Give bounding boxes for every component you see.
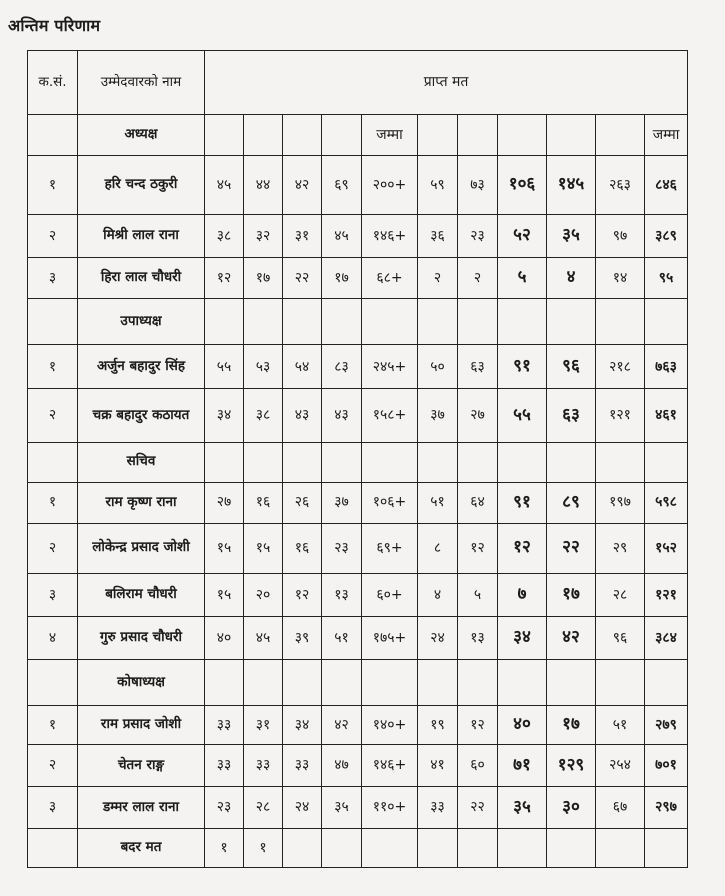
vote-cell: २४५+ — [362, 345, 418, 389]
vote-cell: २ — [418, 258, 458, 299]
candidate-row — [28, 155, 688, 214]
vote-cell: १ — [205, 828, 244, 867]
empty-cell — [283, 299, 322, 345]
vote-cell: ५ — [498, 258, 547, 299]
results-table — [27, 50, 688, 868]
empty-cell — [596, 299, 645, 345]
vote-cell: ७३ — [458, 155, 498, 214]
section-row — [28, 114, 688, 155]
vote-total: ३८४ — [645, 616, 688, 659]
empty-cell — [418, 659, 458, 705]
empty-cell — [244, 659, 283, 705]
row-sn: १ — [28, 345, 78, 389]
candidate-name: बलिराम चौधरी — [78, 573, 205, 616]
vote-cell: ३६ — [418, 215, 458, 258]
vote-cell: १२ — [458, 705, 498, 744]
vote-cell: २८ — [596, 573, 645, 616]
vote-cell: ३३ — [418, 786, 458, 828]
vote-cell: ३५ — [547, 215, 596, 258]
vote-cell: ३४ — [498, 616, 547, 659]
vote-cell: ३७ — [418, 389, 458, 442]
vote-cell: १२९ — [547, 744, 596, 786]
vote-total: ९५ — [645, 258, 688, 299]
empty-cell — [596, 114, 645, 155]
candidate-row — [28, 345, 688, 389]
empty-cell — [498, 299, 547, 345]
empty-cell — [498, 114, 547, 155]
vote-cell: ४५ — [205, 155, 244, 214]
vote-cell: २४ — [283, 786, 322, 828]
vote-cell: ४७ — [322, 744, 362, 786]
empty-cell — [322, 659, 362, 705]
empty-cell — [283, 114, 322, 155]
vote-total: ५९८ — [645, 482, 688, 523]
vote-cell: ४४ — [244, 155, 283, 214]
empty-cell — [498, 659, 547, 705]
section-row — [28, 442, 688, 482]
empty-cell — [418, 299, 458, 345]
vote-cell: ९१ — [498, 482, 547, 523]
vote-cell: ३४ — [283, 705, 322, 744]
vote-cell: ९६ — [547, 345, 596, 389]
vote-cell — [596, 828, 645, 867]
row-sn: १ — [28, 155, 78, 214]
empty-cell — [547, 299, 596, 345]
vote-cell: ३१ — [283, 215, 322, 258]
empty-cell — [547, 442, 596, 482]
vote-cell: ४३ — [283, 389, 322, 442]
vote-cell: ३५ — [498, 786, 547, 828]
vote-cell: २००+ — [362, 155, 418, 214]
empty-cell — [244, 442, 283, 482]
candidate-name: राम कृष्ण राना — [78, 482, 205, 523]
vote-cell: ३१ — [244, 705, 283, 744]
vote-cell: ४१ — [418, 744, 458, 786]
candidate-row — [28, 389, 688, 442]
vote-cell: ३७ — [322, 482, 362, 523]
empty-cell — [458, 114, 498, 155]
section-label: उपाध्यक्ष — [78, 299, 205, 345]
vote-cell: ३४ — [205, 389, 244, 442]
vote-cell: २७ — [205, 482, 244, 523]
vote-cell: ६८+ — [362, 258, 418, 299]
candidate-name: चक्र बहादुर कठायत — [78, 389, 205, 442]
empty-cell — [244, 299, 283, 345]
vote-cell: १५ — [244, 523, 283, 573]
section-label: सचिव — [78, 442, 205, 482]
section-row — [28, 299, 688, 345]
candidate-name: डम्मर लाल राना — [78, 786, 205, 828]
vote-cell: १४६+ — [362, 215, 418, 258]
vote-cell: ९१ — [498, 345, 547, 389]
candidate-row — [28, 705, 688, 744]
vote-cell: ५४ — [283, 345, 322, 389]
vote-total: ४६१ — [645, 389, 688, 442]
candidate-name: गुरु प्रसाद चौधरी — [78, 616, 205, 659]
empty-cell — [547, 659, 596, 705]
empty-cell — [418, 114, 458, 155]
vote-cell: १२१ — [596, 389, 645, 442]
vote-cell — [458, 828, 498, 867]
vote-cell: २ — [458, 258, 498, 299]
empty-cell — [418, 442, 458, 482]
vote-cell: १६ — [244, 482, 283, 523]
vote-cell: ४२ — [322, 705, 362, 744]
vote-total: ७६३ — [645, 345, 688, 389]
empty-cell — [205, 114, 244, 155]
candidate-name: चेतन राङ्ग — [78, 744, 205, 786]
header-name: उम्मेदवारको नाम — [78, 51, 205, 115]
row-sn: ३ — [28, 786, 78, 828]
vote-cell: १५ — [205, 523, 244, 573]
vote-cell: ५ — [458, 573, 498, 616]
vote-cell: २८ — [244, 786, 283, 828]
vote-cell: ६७ — [596, 786, 645, 828]
empty-cell — [283, 442, 322, 482]
vote-cell — [498, 828, 547, 867]
section-row — [28, 659, 688, 705]
candidate-row — [28, 523, 688, 573]
vote-cell — [322, 828, 362, 867]
empty-cell — [205, 299, 244, 345]
vote-cell: ३३ — [205, 705, 244, 744]
vote-cell — [418, 828, 458, 867]
vote-cell: २७ — [458, 389, 498, 442]
vote-cell: २३ — [205, 786, 244, 828]
vote-cell: ४५ — [322, 215, 362, 258]
vote-cell: १२ — [283, 573, 322, 616]
empty-cell — [244, 114, 283, 155]
vote-total: १२१ — [645, 573, 688, 616]
vote-cell — [645, 828, 688, 867]
invalid-votes-row — [28, 828, 688, 867]
page-title: अन्तिम परिणाम — [8, 16, 101, 35]
vote-cell: २३ — [322, 523, 362, 573]
vote-cell: १२ — [205, 258, 244, 299]
vote-cell: १०६+ — [362, 482, 418, 523]
empty-cell — [547, 114, 596, 155]
row-sn: १ — [28, 705, 78, 744]
vote-cell — [283, 828, 322, 867]
empty-cell — [458, 659, 498, 705]
vote-total: ८४६ — [645, 155, 688, 214]
vote-cell: ३५ — [322, 786, 362, 828]
section-label: कोषाध्यक्ष — [78, 659, 205, 705]
vote-cell: ६० — [458, 744, 498, 786]
empty-cell — [498, 442, 547, 482]
vote-cell: ८३ — [322, 345, 362, 389]
candidate-name: लोकेन्द्र प्रसाद जोशी — [78, 523, 205, 573]
vote-cell: ४ — [547, 258, 596, 299]
empty-cell — [645, 659, 688, 705]
vote-cell: १६ — [283, 523, 322, 573]
vote-cell: ४२ — [283, 155, 322, 214]
candidate-row — [28, 616, 688, 659]
vote-cell: १ — [244, 828, 283, 867]
vote-cell: ५१ — [596, 705, 645, 744]
section-sn-cell — [28, 114, 78, 155]
vote-cell: २६३ — [596, 155, 645, 214]
row-sn: २ — [28, 744, 78, 786]
row-sn: १ — [28, 482, 78, 523]
vote-cell: १५ — [205, 573, 244, 616]
invalid-label: बदर मत — [78, 828, 205, 867]
vote-cell: १९ — [418, 705, 458, 744]
header-votes: प्राप्त मत — [205, 51, 688, 115]
vote-cell: १७५+ — [362, 616, 418, 659]
vote-cell: ६९+ — [362, 523, 418, 573]
empty-cell — [458, 299, 498, 345]
vote-cell: १३ — [458, 616, 498, 659]
empty-cell — [645, 299, 688, 345]
candidate-row — [28, 482, 688, 523]
vote-cell: २५४ — [596, 744, 645, 786]
vote-cell: ६९ — [322, 155, 362, 214]
vote-cell: ३९ — [283, 616, 322, 659]
vote-cell: २३ — [458, 215, 498, 258]
candidate-row — [28, 573, 688, 616]
row-sn: ४ — [28, 616, 78, 659]
empty-cell — [362, 299, 418, 345]
vote-cell: ४५ — [244, 616, 283, 659]
total-label: जम्मा — [362, 114, 418, 155]
empty-cell — [322, 114, 362, 155]
section-sn-cell — [28, 299, 78, 345]
vote-cell: २४ — [418, 616, 458, 659]
vote-cell: ४० — [498, 705, 547, 744]
vote-total: १५२ — [645, 523, 688, 573]
vote-cell: ७ — [498, 573, 547, 616]
empty-cell — [458, 442, 498, 482]
vote-cell: ४३ — [322, 389, 362, 442]
vote-cell: १४०+ — [362, 705, 418, 744]
row-sn: ३ — [28, 573, 78, 616]
empty-cell — [596, 442, 645, 482]
row-sn: २ — [28, 523, 78, 573]
empty-cell — [596, 659, 645, 705]
vote-cell: २२ — [547, 523, 596, 573]
header-row — [28, 51, 688, 115]
candidate-name: हिरा लाल चौधरी — [78, 258, 205, 299]
vote-cell: ९६ — [596, 616, 645, 659]
vote-cell: १४६+ — [362, 744, 418, 786]
vote-cell: १७ — [547, 573, 596, 616]
vote-cell: ६३ — [547, 389, 596, 442]
vote-total: ७०१ — [645, 744, 688, 786]
vote-cell: ४० — [205, 616, 244, 659]
empty-cell — [283, 659, 322, 705]
candidate-name: राम प्रसाद जोशी — [78, 705, 205, 744]
vote-cell: ८९ — [547, 482, 596, 523]
vote-cell: १७ — [244, 258, 283, 299]
row-sn: ३ — [28, 258, 78, 299]
vote-cell: ३२ — [244, 215, 283, 258]
section-label: अध्यक्ष — [78, 114, 205, 155]
empty-cell — [322, 299, 362, 345]
vote-cell: ५२ — [498, 215, 547, 258]
vote-cell: ६४ — [458, 482, 498, 523]
vote-total: २७९ — [645, 705, 688, 744]
vote-cell: ३८ — [205, 215, 244, 258]
row-sn: २ — [28, 389, 78, 442]
header-sn: क.सं. — [28, 51, 78, 115]
empty-cell — [362, 442, 418, 482]
vote-cell: ३३ — [244, 744, 283, 786]
vote-cell: ४ — [418, 573, 458, 616]
vote-cell: ५१ — [418, 482, 458, 523]
vote-cell: ११०+ — [362, 786, 418, 828]
empty-cell — [645, 442, 688, 482]
candidate-name: हरि चन्द ठकुरी — [78, 155, 205, 214]
vote-cell: २६ — [283, 482, 322, 523]
vote-cell: १७ — [322, 258, 362, 299]
vote-cell: १०६ — [498, 155, 547, 214]
vote-cell: ७१ — [498, 744, 547, 786]
candidate-name: अर्जुन बहादुर सिंह — [78, 345, 205, 389]
empty-cell — [362, 659, 418, 705]
vote-cell: १४ — [596, 258, 645, 299]
row-sn: २ — [28, 215, 78, 258]
vote-cell: १२ — [498, 523, 547, 573]
section-sn-cell — [28, 442, 78, 482]
total-label: जम्मा — [645, 114, 688, 155]
vote-cell: ५९ — [418, 155, 458, 214]
candidate-row — [28, 215, 688, 258]
vote-total: २९७ — [645, 786, 688, 828]
vote-cell: ९७ — [596, 215, 645, 258]
candidate-row — [28, 258, 688, 299]
vote-cell: १३ — [322, 573, 362, 616]
vote-cell: २० — [244, 573, 283, 616]
vote-cell: १७ — [547, 705, 596, 744]
vote-cell: १९७ — [596, 482, 645, 523]
vote-cell: ४२ — [547, 616, 596, 659]
vote-cell: ५५ — [205, 345, 244, 389]
vote-cell: ५५ — [498, 389, 547, 442]
vote-cell: ३० — [547, 786, 596, 828]
vote-cell: २२ — [283, 258, 322, 299]
vote-cell: ५३ — [244, 345, 283, 389]
empty-cell — [28, 828, 78, 867]
vote-cell: ६३ — [458, 345, 498, 389]
vote-cell — [547, 828, 596, 867]
empty-cell — [205, 659, 244, 705]
vote-cell: ६०+ — [362, 573, 418, 616]
section-sn-cell — [28, 659, 78, 705]
vote-cell: २२ — [458, 786, 498, 828]
vote-cell: ३८ — [244, 389, 283, 442]
candidate-row — [28, 744, 688, 786]
candidate-row — [28, 786, 688, 828]
vote-cell: ३३ — [205, 744, 244, 786]
candidate-name: मिश्री लाल राना — [78, 215, 205, 258]
vote-cell: १५८+ — [362, 389, 418, 442]
empty-cell — [322, 442, 362, 482]
vote-cell: ८ — [418, 523, 458, 573]
vote-cell: २९ — [596, 523, 645, 573]
vote-cell: १४५ — [547, 155, 596, 214]
vote-cell: १२ — [458, 523, 498, 573]
vote-cell: २१८ — [596, 345, 645, 389]
vote-cell: ५१ — [322, 616, 362, 659]
vote-total: ३८९ — [645, 215, 688, 258]
empty-cell — [205, 442, 244, 482]
vote-cell: ५० — [418, 345, 458, 389]
vote-cell — [362, 828, 418, 867]
vote-cell: ३३ — [283, 744, 322, 786]
